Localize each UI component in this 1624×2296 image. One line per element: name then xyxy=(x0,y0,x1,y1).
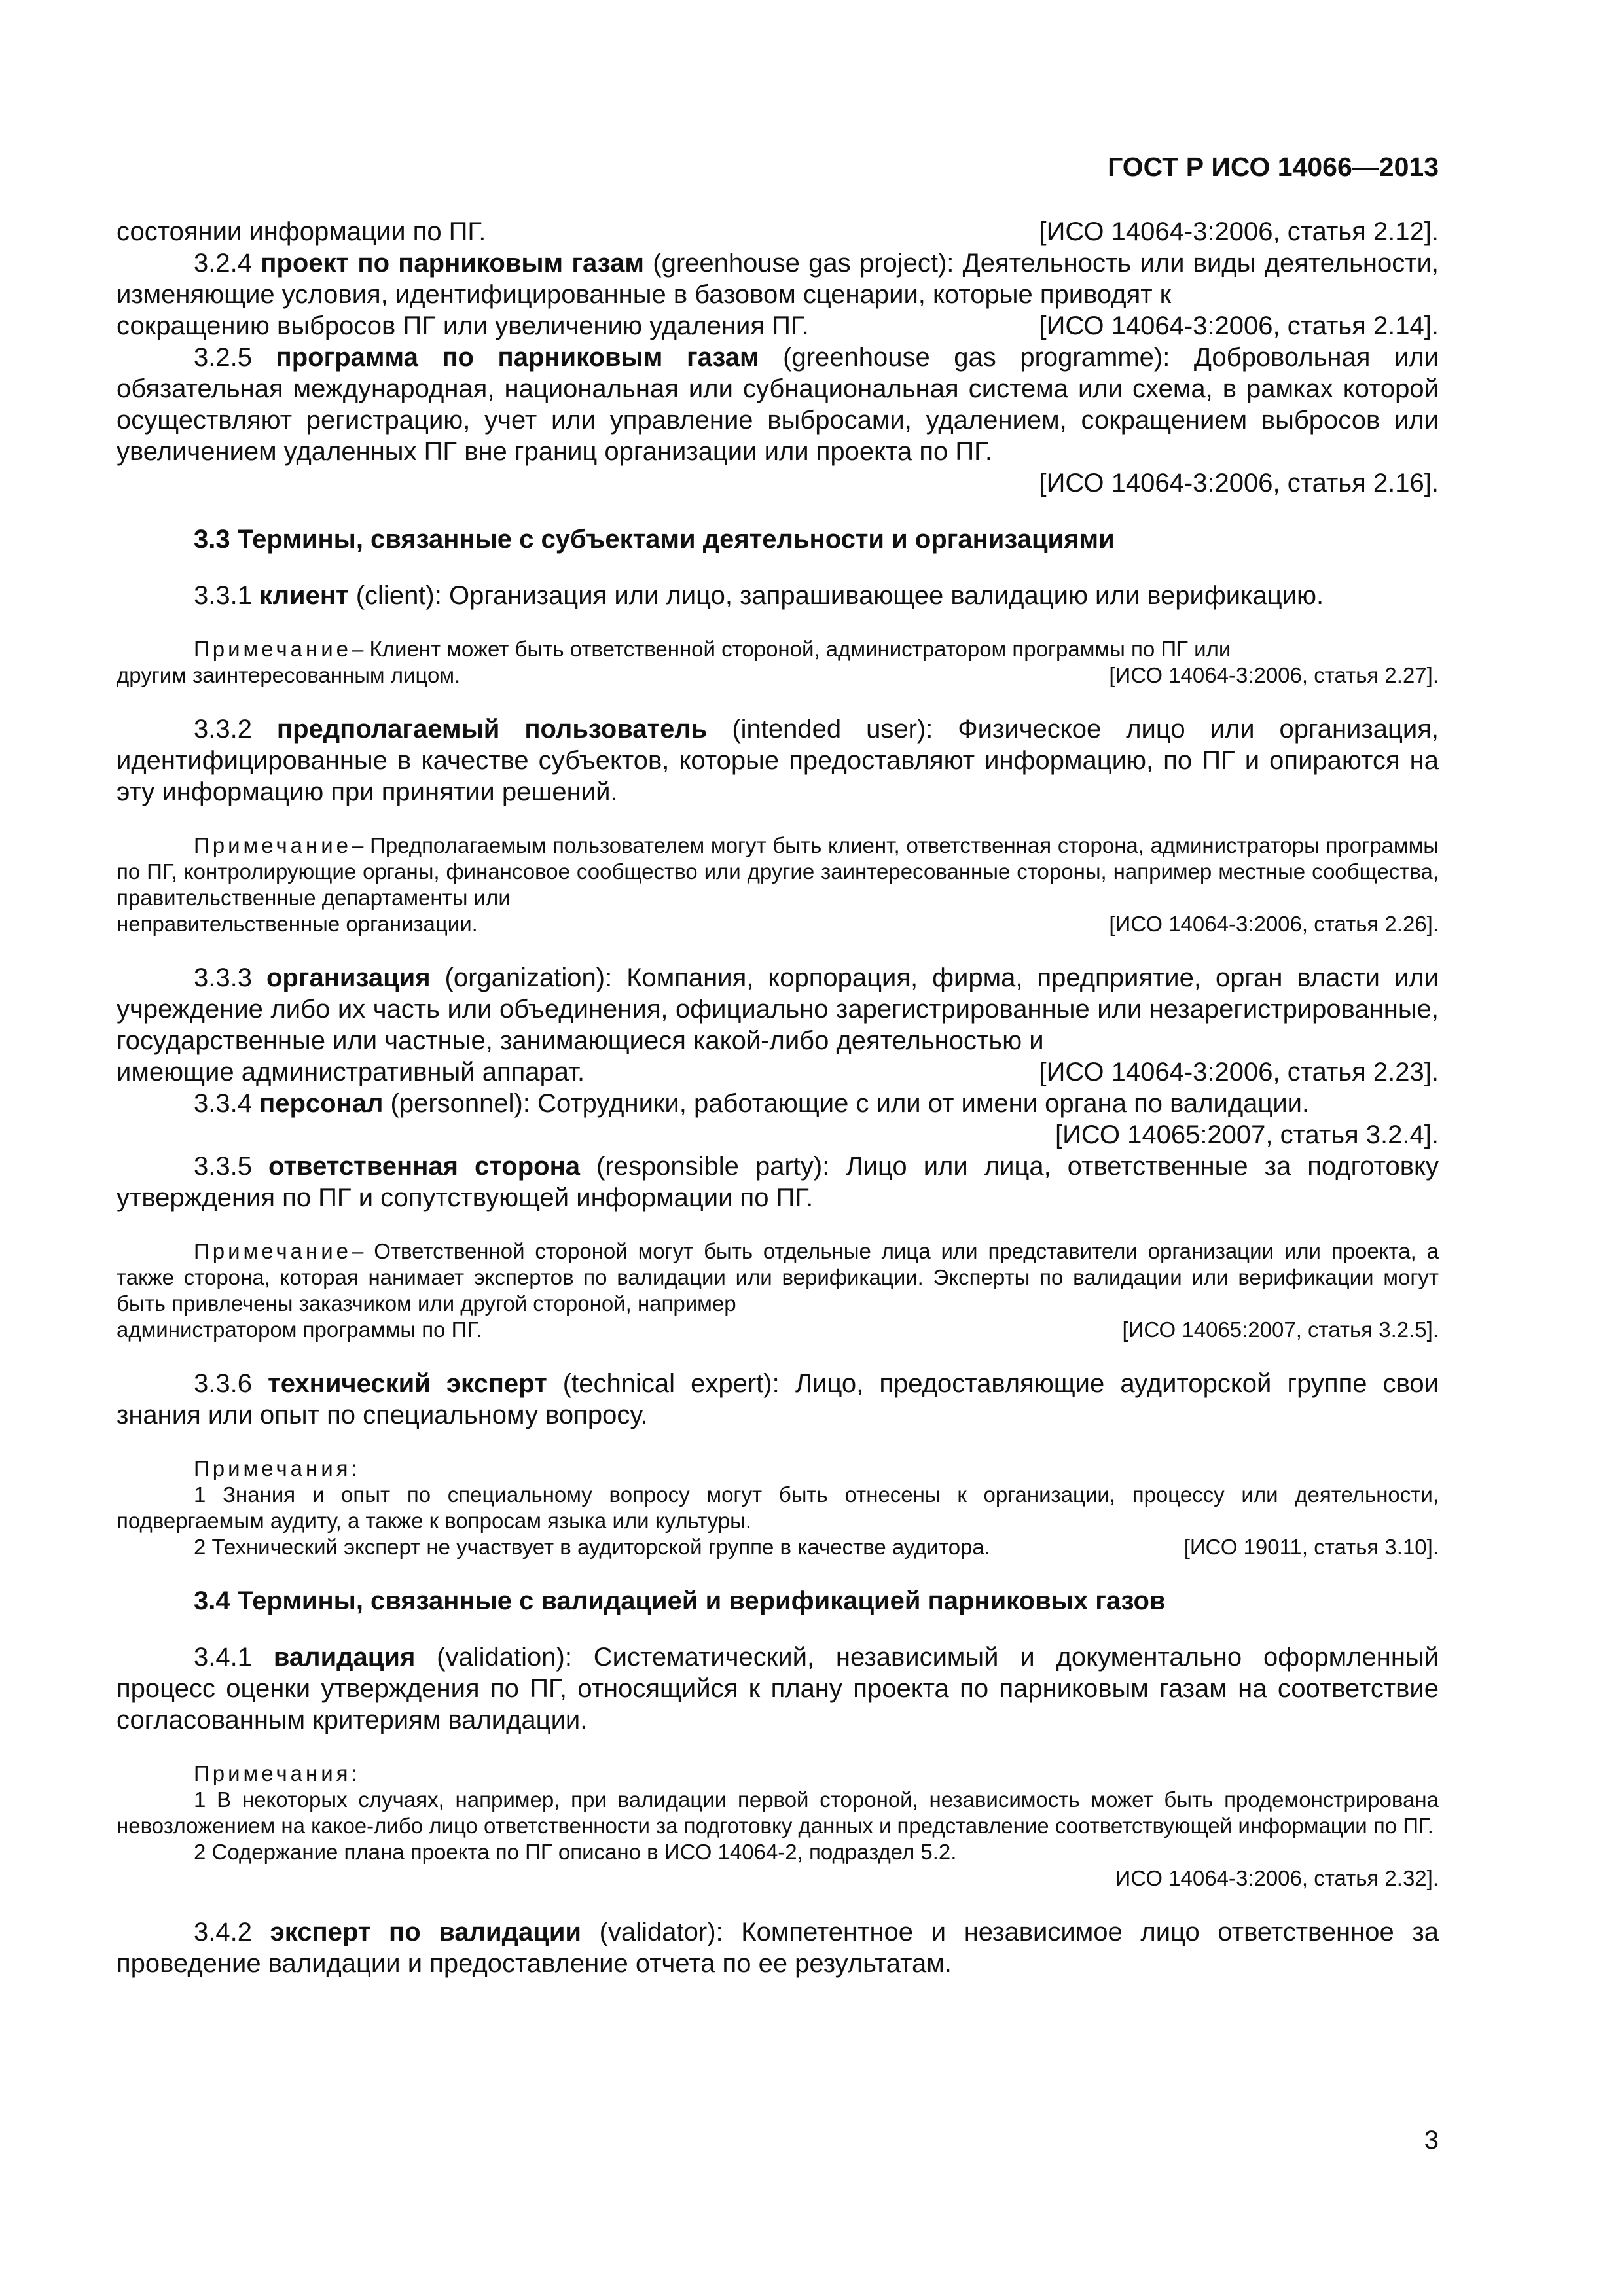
term-number: 3.2.5 xyxy=(194,343,252,372)
term-text: (responsible party): Лицо или лица, ответственные за подготовку утверждения по ПГ и сопутствующей информации по ПГ. xyxy=(117,1152,1439,1212)
term-reference: [ИСО 14064-3:2006, статья 2.14]. xyxy=(1039,312,1439,340)
page-number: 3 xyxy=(1424,2126,1439,2155)
notes-label: Примечания: xyxy=(194,1456,361,1480)
term-3-3-1 xyxy=(117,580,1439,689)
term-name: ответственная сторона xyxy=(268,1152,580,1181)
note-label: Примечание xyxy=(194,637,352,661)
note-last-text: неправительственные организации. xyxy=(117,912,478,936)
note-label: Примечание xyxy=(194,833,352,857)
document-header: ГОСТ Р ИСО 14066—2013 xyxy=(1108,152,1439,182)
term-text: (validation): Систематический, независимый и документально оформленный процесс оценки утверждения по ПГ, относящийся к плану проекта по парниковым газам на соответствие согласованным критериям валидации. xyxy=(117,1643,1439,1734)
term-name: проект по парниковым газам xyxy=(261,249,644,278)
note-last-line xyxy=(117,662,1439,689)
term-reference: [ИСО 14065:2007, статья 3.2.4]. xyxy=(1055,1121,1439,1149)
term-3-4-2 xyxy=(117,1916,1439,1979)
continuation-line xyxy=(117,216,1439,247)
term-3-3-2 xyxy=(117,713,1439,937)
term-3-2-5 xyxy=(117,342,1439,499)
note-last-line xyxy=(117,911,1439,937)
term-text: (organization): Компания, корпорация, фирма, предприятие, орган власти или учреждение либо их часть или объединения, официально зарегистрированные или незарегистрированные, государственные или частные, занимающиеся какой-либо деятельностью и xyxy=(117,963,1439,1055)
term-definition xyxy=(117,247,1439,310)
term-text: (client): Организация или лицо, запрашивающее валидацию или верификацию. xyxy=(348,581,1324,610)
note-last-text: другим заинтересованным лицом. xyxy=(117,663,461,687)
term-number: 3.3.2 xyxy=(194,715,252,744)
term-name: технический эксперт xyxy=(268,1369,547,1398)
note-reference: [ИСО 14064-3:2006, статья 2.26]. xyxy=(1109,912,1439,936)
term-3-3-3 xyxy=(117,962,1439,1088)
term-definition xyxy=(117,1151,1439,1213)
note-text: – Клиент может быть ответственной стороной, администратором программы по ПГ или xyxy=(352,637,1231,661)
note-text: – Ответственной стороной могут быть отдельные лица или представители организации или проекта, а также сторона, которая нанимает экспертов по валидации или верификации. Эксперты по валидации или верификации могут быть привлечены заказчиком или другой стороной, например xyxy=(117,1239,1439,1316)
document-body xyxy=(117,216,1439,1979)
term-definition xyxy=(117,1916,1439,1979)
note-text: – Предполагаемым пользователем могут быть клиент, ответственная сторона, администраторы программы по ПГ, контролирующие органы, финансовое сообщество или другие заинтересованные стороны, например местные сообщества, правительственные департаменты или xyxy=(117,833,1439,910)
term-name: клиент xyxy=(259,581,349,610)
note-reference: ИСО 14064-3:2006, статья 2.32]. xyxy=(1115,1866,1439,1890)
term-definition xyxy=(117,962,1439,1056)
note-item-1: 1 В некоторых случаях, например, при валидации первой стороной, независимость может быть продемонстрирована невозложением на какое-либо лицо ответственности за подготовку данных и представление соответствующей информации по ПГ. xyxy=(117,1787,1439,1838)
term-3-2-4 xyxy=(117,247,1439,342)
term-name: персонал xyxy=(259,1089,384,1118)
term-number: 3.4.1 xyxy=(194,1643,252,1672)
note-reference: [ИСО 14065:2007, статья 3.2.5]. xyxy=(1122,1318,1439,1342)
term-3-4-1 xyxy=(117,1641,1439,1892)
note-reference: [ИСО 19011, статья 3.10]. xyxy=(1183,1535,1439,1559)
note-reference: [ИСО 14064-3:2006, статья 2.27]. xyxy=(1109,663,1439,687)
term-text: (greenhouse gas project): Деятельность или виды деятельности, изменяющие условия, идентифицированные в базовом сценарии, которые приводят к xyxy=(117,249,1439,309)
note-item-1: 1 Знания и опыт по специальному вопросу могут быть отнесены к организации, процессу или деятельности, подвергаемым аудиту, а также к вопросам языка или культуры. xyxy=(117,1482,1439,1533)
term-3-3-4 xyxy=(117,1088,1439,1151)
term-text: (personnel): Сотрудники, работающие с или от имени органа по валидации. xyxy=(383,1089,1310,1118)
term-name: валидация xyxy=(273,1643,416,1672)
term-definition xyxy=(117,713,1439,808)
note-item-2: 2 Содержание плана проекта по ПГ описано в ИСО 14064-2, подраздел 5.2. xyxy=(194,1840,957,1864)
term-definition xyxy=(117,1368,1439,1431)
term-text: (intended user): Физическое лицо или организация, идентифицированные в качестве субъектов, которые предоставляют информацию, по ПГ и опираются на эту информацию при принятии решений. xyxy=(117,715,1439,806)
term-3-3-5 xyxy=(117,1151,1439,1343)
note-item-2-line xyxy=(117,1534,1439,1560)
term-last-line xyxy=(117,310,1439,342)
term-text: (technical expert): Лицо, предоставляющие аудиторской группе свои знания или опыт по специальному вопросу. xyxy=(117,1369,1439,1429)
notes-label: Примечания: xyxy=(194,1761,361,1785)
term-number: 3.2.4 xyxy=(194,249,252,278)
term-name: организация xyxy=(266,963,431,992)
term-number: 3.3.5 xyxy=(194,1152,252,1181)
term-note xyxy=(117,833,1439,911)
term-text: (validator): Компетентное и независимое лицо ответственное за проведение валидации и предоставление отчета по ее результатам. xyxy=(117,1918,1439,1978)
continuation-text: состоянии информации по ПГ. xyxy=(117,217,486,246)
term-definition xyxy=(117,342,1439,467)
term-definition xyxy=(117,580,1439,611)
continuation-reference: [ИСО 14064-3:2006, статья 2.12]. xyxy=(1039,217,1439,246)
term-last-text: имеющие административный аппарат. xyxy=(117,1058,585,1086)
term-name: эксперт по валидации xyxy=(270,1918,582,1946)
term-number: 3.3.6 xyxy=(194,1369,252,1398)
term-definition xyxy=(117,1088,1439,1119)
section-title-3-3: 3.3 Термины, связанные с субъектами деятельности и организациями xyxy=(194,525,1115,554)
note-item-2: 2 Технический эксперт не участвует в аудиторской группе в качестве аудитора. xyxy=(194,1535,990,1559)
note-label: Примечание xyxy=(194,1239,352,1263)
note-last-text: администратором программы по ПГ. xyxy=(117,1318,482,1342)
term-last-text: сокращению выбросов ПГ или увеличению удаления ПГ. xyxy=(117,312,809,340)
document-page xyxy=(117,0,1439,2296)
term-3-3-6 xyxy=(117,1368,1439,1560)
term-note xyxy=(117,1238,1439,1317)
term-reference: [ИСО 14064-3:2006, статья 2.23]. xyxy=(1039,1058,1439,1086)
note-last-line xyxy=(117,1317,1439,1343)
section-title-3-4: 3.4 Термины, связанные с валидацией и верификацией парниковых газов xyxy=(194,1587,1166,1615)
term-name: предполагаемый пользователь xyxy=(276,715,708,744)
term-last-line xyxy=(117,1056,1439,1088)
term-number: 3.3.3 xyxy=(194,963,252,992)
term-definition xyxy=(117,1641,1439,1736)
term-note xyxy=(117,636,1439,662)
term-number: 3.4.2 xyxy=(194,1918,252,1946)
term-reference: [ИСО 14064-3:2006, статья 2.16]. xyxy=(1039,469,1439,497)
term-name: программа по парниковым газам xyxy=(276,343,759,372)
term-text: (greenhouse gas programme): Добровольная или обязательная международная, национальная или субнациональная система или схема, в рамках которой осуществляют регистрацию, учет или управление выбросами, удалением, сокращением выбросов или увеличением удаленных ПГ вне границ организации или проекта по ПГ. xyxy=(117,343,1439,466)
term-number: 3.3.1 xyxy=(194,581,252,610)
term-number: 3.3.4 xyxy=(194,1089,252,1118)
